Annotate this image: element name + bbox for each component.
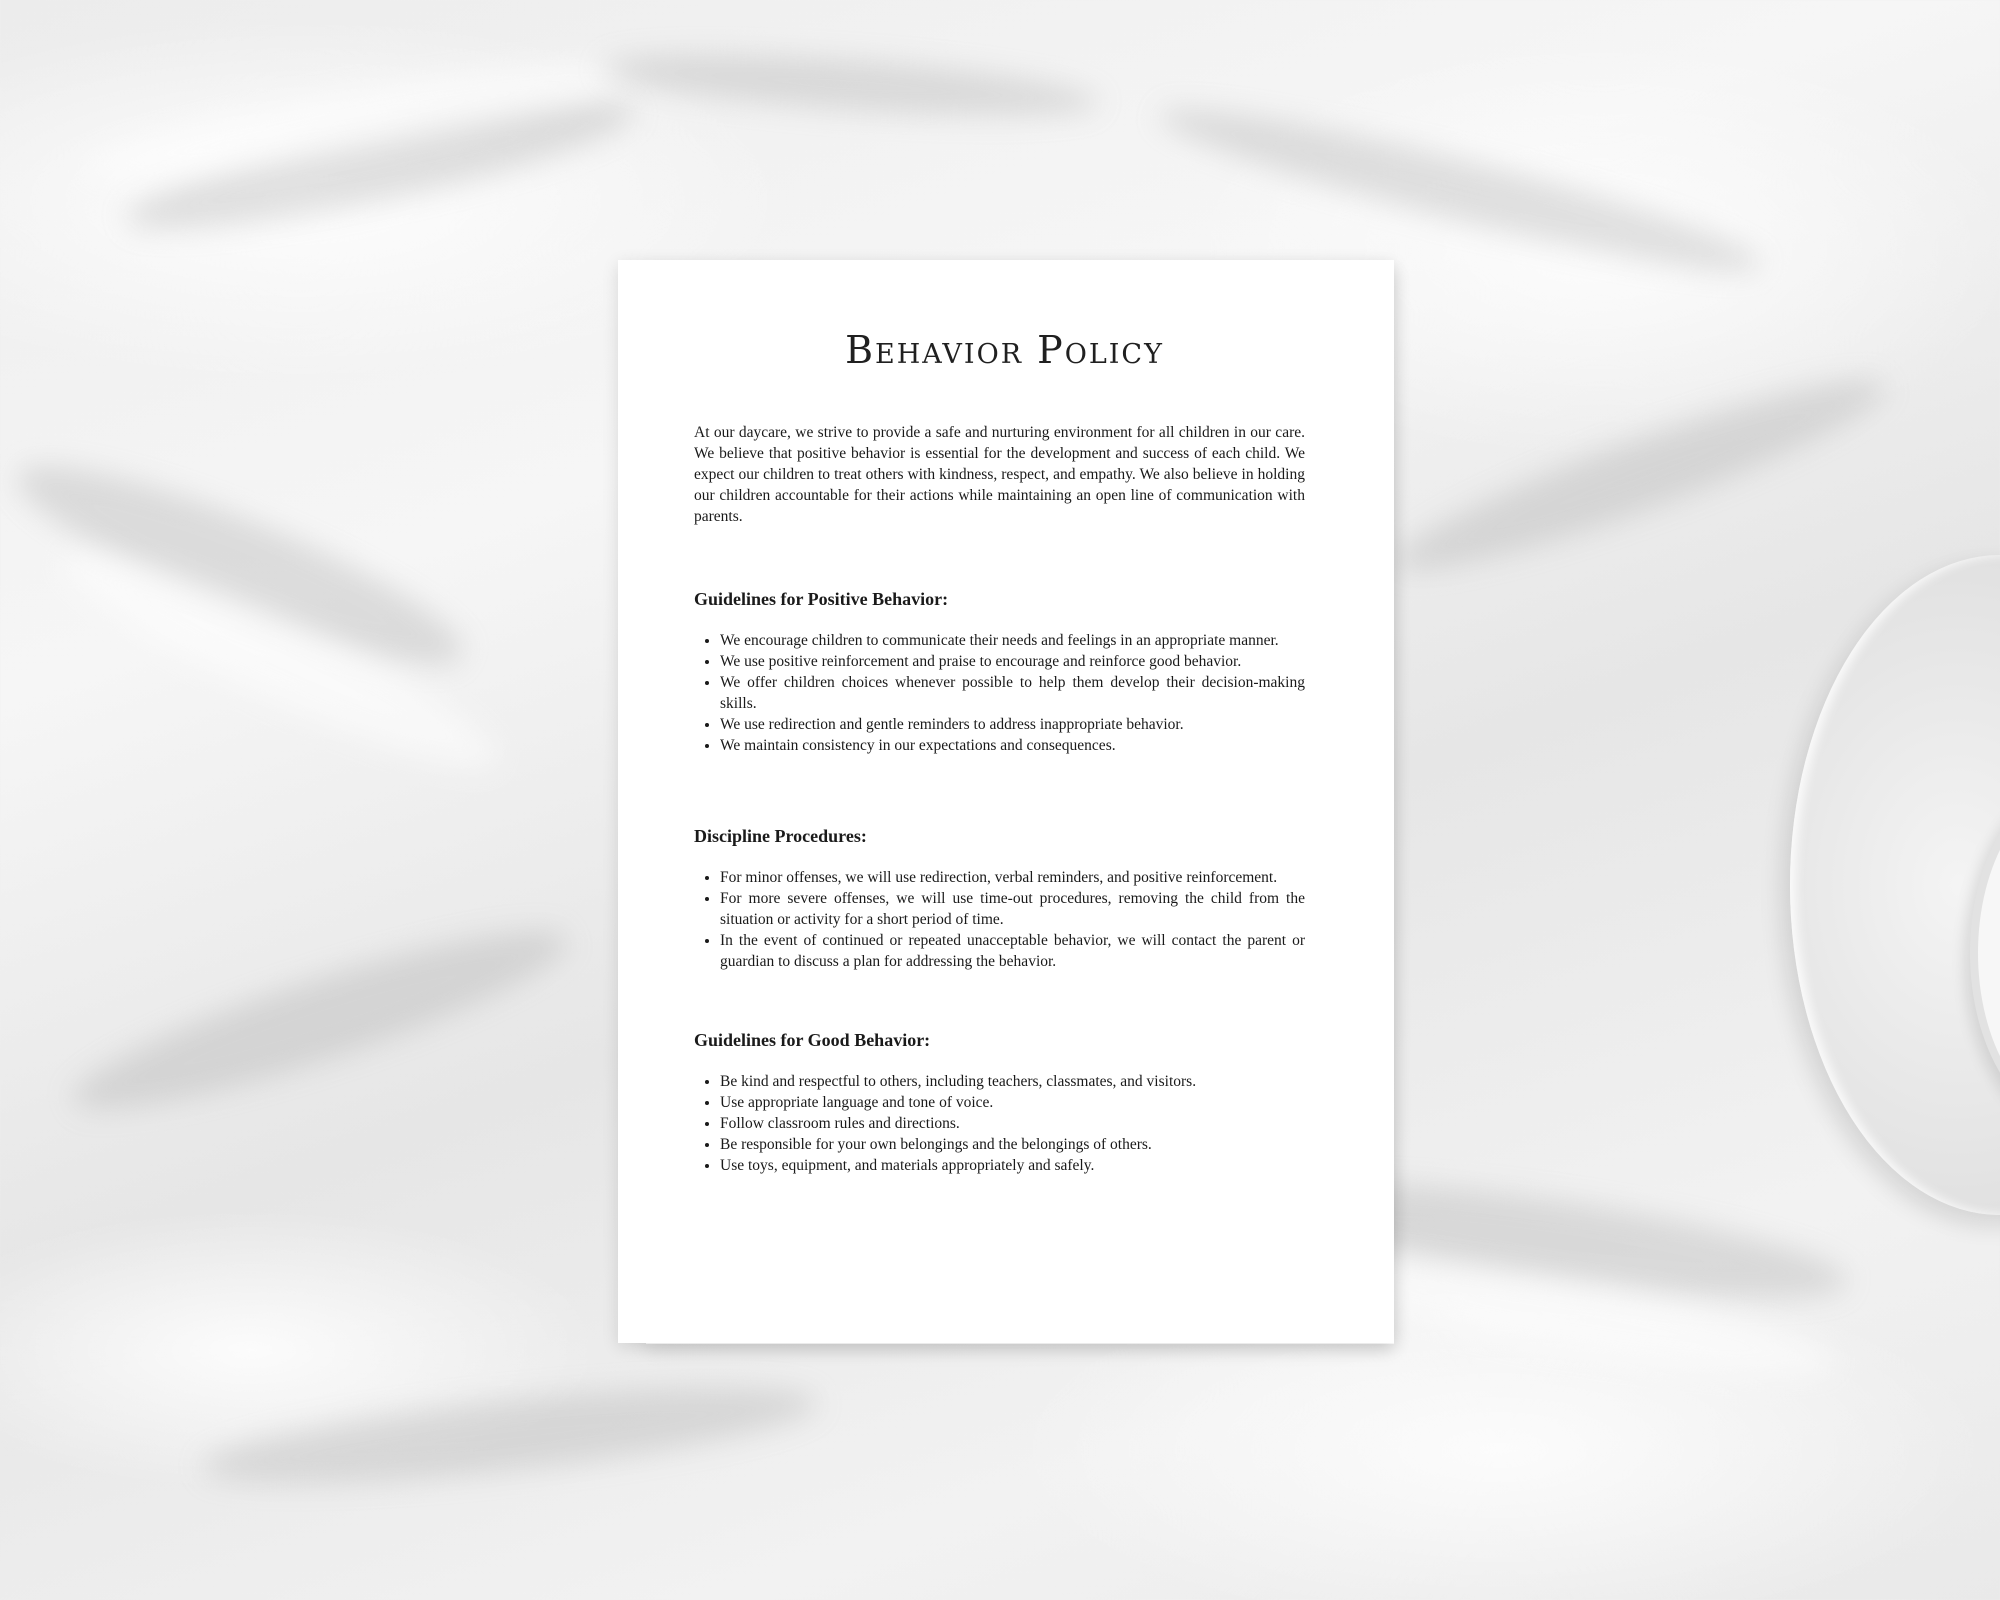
section-heading: Guidelines for Good Behavior: [694, 1030, 931, 1050]
section-positive-behavior [694, 589, 1305, 756]
list-item: • In the event of continued or repeated unacceptable behavior, we will contact the parent or guardian to discuss a plan for addressing the behavior. [720, 930, 1305, 972]
list-item: • Be kind and respectful to others, including teachers, classmates, and visitors. [720, 1071, 1305, 1092]
fabric-wrinkle [1384, 353, 1897, 597]
section-heading: Discipline Procedures: [694, 826, 867, 846]
list-item: • We use positive reinforcement and praise to encourage and reinforce good behavior. [720, 651, 1305, 672]
bullet-list [694, 867, 1305, 972]
list-item: • For minor offenses, we will use redirection, verbal reminders, and positive reinforcement. [720, 867, 1305, 888]
list-item: • Use appropriate language and tone of voice. [720, 1092, 1305, 1113]
list-item: • We use redirection and gentle reminders to address inappropriate behavior. [720, 714, 1305, 735]
fabric-wrinkle [599, 43, 1101, 128]
list-item: • We offer children choices whenever possible to help them develop their decision-making skills. [720, 672, 1305, 714]
fabric-wrinkle [60, 902, 579, 1139]
policy-page [618, 260, 1394, 1343]
list-item: • Be responsible for your own belongings and the belongings of others. [720, 1134, 1305, 1155]
list-item: • For more severe offenses, we will use time-out procedures, removing the child from the situation or activity for a short period of time. [720, 888, 1305, 930]
intro-paragraph: At our daycare, we strive to provide a safe and nurturing environment for all children in our care. We believe that positive behavior is essential for the development and success of each child. We expect our children to treat others with kindness, respect, and empathy. We also believe in holding our children accountable for their actions while maintaining an open line of communication with parents. [694, 424, 1305, 525]
page-title: Behavior Policy [845, 328, 1164, 372]
section-discipline-procedures [694, 826, 1305, 972]
fabric-wrinkle [198, 1368, 822, 1502]
section-good-behavior [694, 1030, 1305, 1176]
saucer [1790, 555, 2000, 1215]
list-item: • Follow classroom rules and directions. [720, 1113, 1305, 1134]
list-item: • We maintain consistency in our expectations and consequences. [720, 735, 1305, 756]
bullet-list [694, 630, 1305, 756]
list-item: • We encourage children to communicate their needs and feelings in an appropriate manner. [720, 630, 1305, 651]
bullet-list [694, 1071, 1305, 1176]
section-heading: Guidelines for Positive Behavior: [694, 589, 949, 609]
list-item: • Use toys, equipment, and materials appropriately and safely. [720, 1155, 1305, 1176]
